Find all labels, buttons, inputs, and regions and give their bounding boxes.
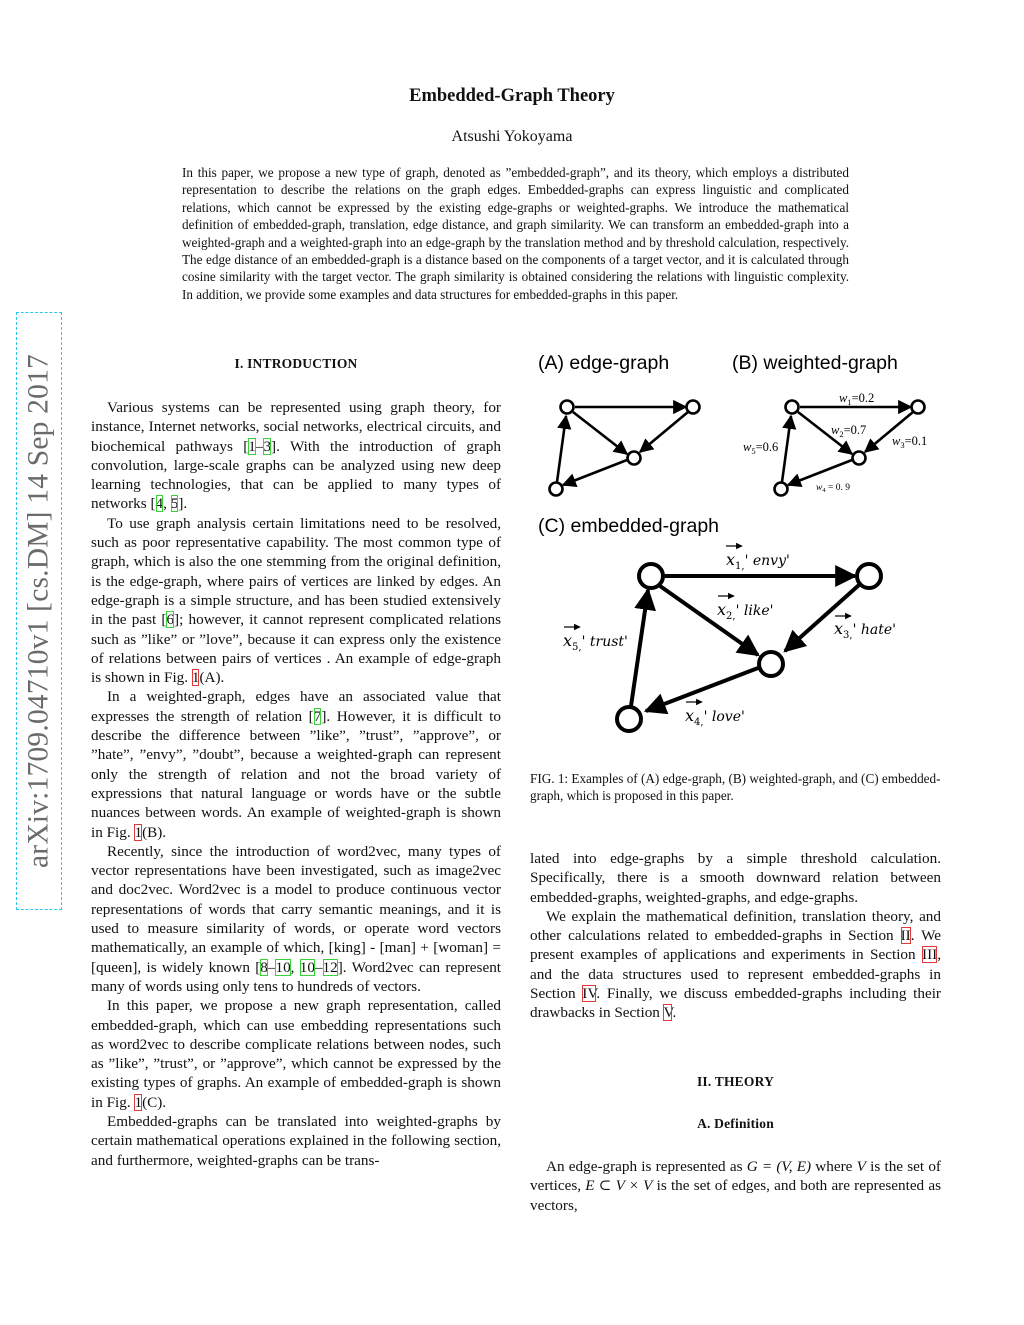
citation-link[interactable]: 12	[322, 958, 338, 976]
panel-a-graph	[550, 401, 700, 496]
panel-c-label: (C) embedded-graph	[538, 515, 720, 537]
citation-link[interactable]: 1	[248, 437, 256, 455]
figure-1	[530, 346, 950, 751]
citation-link[interactable]: 10	[275, 958, 291, 976]
subsection-heading-definition: A. Definition	[697, 1116, 774, 1131]
arxiv-stamp[interactable]	[16, 312, 62, 910]
abstract: In this paper, we propose a new type of graph, denoted as ”embedded-graph”, and its theory, which employs a distributed representation to describe the relations on the graph edges. Embedded-graphs can express linguistic and complicated relations, which cannot be expressed by the existing edge-graphs or weighted-graphs. We introduce the mathematical definition of embedded-graph, translation, edge distance, and graph similarity. We can transform an embedded-graph into a weighted-graph and a weighted-graph into an edge-graph by the translation method and by threshold calculation, respectively. The edge distance of an embedded-graph is a distance based on the components of a target vector, and it is calculated through cosine similarity with the target vector. The graph similarity is obtained considering the relations with linguistic complexity. In addition, we provide some examples and data structures for embedded-graphs in this paper.	[182, 165, 849, 302]
svg-text:x3,' hate': $x_{3,}'$ hate'	[834, 619, 896, 641]
edge	[563, 460, 627, 485]
svg-text:x1,' envy': $x_{1,}'$ envy'	[726, 550, 790, 572]
edge	[660, 586, 758, 655]
vertex	[617, 707, 641, 731]
vertex	[639, 564, 663, 588]
definition-paragraph: An edge-graph is represented as G = (V, E) where V is the set of vertices, E ⊂ V × V is the set of edges, and both are represented as vectors,	[530, 1158, 941, 1214]
vector-label-x3	[834, 616, 896, 641]
figure-link[interactable]: 1	[191, 669, 200, 687]
author-name: Atsushi Yokoyama	[451, 128, 573, 145]
panel-a-label: (A) edge-graph	[538, 352, 670, 374]
figure-link[interactable]: 1	[134, 1093, 143, 1111]
edge	[782, 416, 791, 482]
vector-label-x5	[563, 627, 628, 653]
section-heading-theory: II. THEORY	[696, 1074, 775, 1089]
weight-label-w5: $w_5=0.6$	[743, 440, 779, 456]
intro-paragraph-2: To use graph analysis certain limitations need to be resolved, such as poor representative capability. The most common type of graph, which is also the one stemming from the original definition, is the edge-graph, where pairs of vertices are linked by edges. An edge-graph is a simple structure, and has been studied extensively in the past [6]; however, it cannot represent complicated relations such as ”like” or ”love”, because it can express only the existence of relations between pairs of vertices . An example of edge-graph is shown in Fig. 1(A).	[91, 514, 501, 687]
figure-1-graphic	[530, 346, 950, 746]
left-column	[91, 398, 501, 1170]
citation-link[interactable]: 7	[313, 707, 322, 725]
figure-caption: FIG. 1: Examples of (A) edge-graph, (B) weighted-graph, and (C) embedded-graph, which is proposed in this paper.	[530, 771, 941, 804]
vertex	[550, 483, 563, 496]
vertex	[786, 401, 799, 414]
right-paragraph-2: We explain the mathematical definition, translation theory, and other calculations related to embedded-graphs in Section II. We present examples of applications and experiments in Section III, and the data structures used to represent embedded-graphs in Section IV. Finally, we discuss embedded-graphs including their drawbacks in Section V.	[530, 907, 941, 1022]
vector-label-x1	[726, 546, 790, 572]
vertex	[775, 483, 788, 496]
vertex	[561, 401, 574, 414]
intro-paragraph-6: Embedded-graphs can be translated into weighted-graphs by certain mathematical operations explained in the following section, and furthermore, weighted-graphs can be trans-	[91, 1112, 501, 1169]
citation-link[interactable]: 6	[166, 611, 175, 629]
weight-label-w2: $w_2=0.7$	[831, 423, 867, 439]
citation-link[interactable]: 4	[155, 495, 164, 513]
vector-label-x2	[717, 596, 773, 622]
paper-title: Embedded-Graph Theory	[409, 86, 615, 106]
section-link[interactable]: IV	[582, 985, 597, 1003]
citation-link[interactable]: 3	[263, 437, 272, 455]
citation-link[interactable]: 8	[260, 958, 268, 976]
panel-b-label: (B) weighted-graph	[732, 352, 898, 374]
vertex	[857, 564, 881, 588]
intro-paragraph-1: Various systems can be represented using graph theory, for instance, Internet networks, social networks, electrical circuits, and biochemical pathways [1–3]. With the introduction of graph convolution, large-scale graphs can be analyzed using new deep learning technologies, that can be applied to many types of networks [4, 5].	[91, 399, 501, 513]
svg-text:x4,' love': $x_{4,}'$ love'	[685, 706, 745, 728]
weight-label-w1: $w_1=0.2$	[839, 391, 875, 407]
edge	[646, 668, 758, 711]
definition-text	[530, 1157, 941, 1215]
vector-label-x4	[685, 702, 745, 728]
svg-text:x5,' trust': $x_{5,}'$ trust'	[563, 631, 628, 653]
panel-c-graph	[617, 564, 881, 731]
vertex	[759, 652, 783, 676]
section-link[interactable]: II	[900, 927, 911, 945]
intro-paragraph-5: In this paper, we propose a new graph representation, called embedded-graph, which can use embedding representations such as word2vec to describe complicate relations between nodes, such as ”like”, ”trust”, or ”approve”, which cannot be expressed by the existing types of graphs. An example of embedded-graph is shown in Fig. 1(C).	[91, 997, 501, 1111]
intro-paragraph-3: In a weighted-graph, edges have an associated value that expresses the strength of relation [7]. However, it is difficult to describe the difference between ”like”, ”trust”, ”approve”, or ”hate”, ”envy”, ”doubt”, because a weighted-graph can represent only the strength of relation and not the broad variety of expressions that natural language or words have or the subtle nuances between words. An example of weighted-graph is shown in Fig. 1(B).	[91, 688, 501, 841]
figure-link[interactable]: 1	[134, 823, 143, 841]
vertex	[853, 452, 866, 465]
citation-link[interactable]: 10	[299, 958, 315, 976]
edge	[785, 585, 859, 651]
section-link[interactable]: III	[922, 946, 938, 964]
edge	[573, 412, 627, 454]
edge	[640, 412, 688, 452]
arxiv-stamp-text: arXiv:1709.04710v1 [cs.DM] 14 Sep 2017	[22, 354, 55, 868]
weight-label-w4: $w_4 = 0$. 9	[816, 483, 850, 494]
section-link[interactable]: V	[663, 1004, 673, 1022]
vertex	[912, 401, 925, 414]
edge	[557, 416, 566, 482]
right-column-text	[530, 849, 941, 1023]
section-heading-introduction: I. INTRODUCTION	[234, 356, 358, 371]
weight-label-w3: $w_3=0.1$	[892, 434, 928, 450]
edge	[631, 590, 648, 706]
edge	[788, 460, 852, 485]
right-paragraph-1: lated into edge-graphs by a simple threshold calculation. Specifically, there is a smooth downward relation between embedded-graphs, weighted-graphs, and edge-graphs.	[530, 850, 941, 906]
svg-text:x2,' like': $x_{2,}'$ like'	[717, 600, 774, 622]
citation-link[interactable]: 5	[170, 495, 179, 513]
intro-paragraph-4: Recently, since the introduction of word2vec, many types of vector representations have been investigated, such as image2vec and doc2vec. Word2vec is a model to produce continuous vector representations of words that carry semantic meanings, and it is used to measure similarity of words, or operate word vectors mathematically, an example of which, [king] - [man] + [woman] = [queen], is widely known [8–10, 10–12]. Word2vec can represent many of words using only tens to hundreds of vectors.	[91, 842, 502, 995]
vertex	[687, 401, 700, 414]
vertex	[628, 452, 641, 465]
